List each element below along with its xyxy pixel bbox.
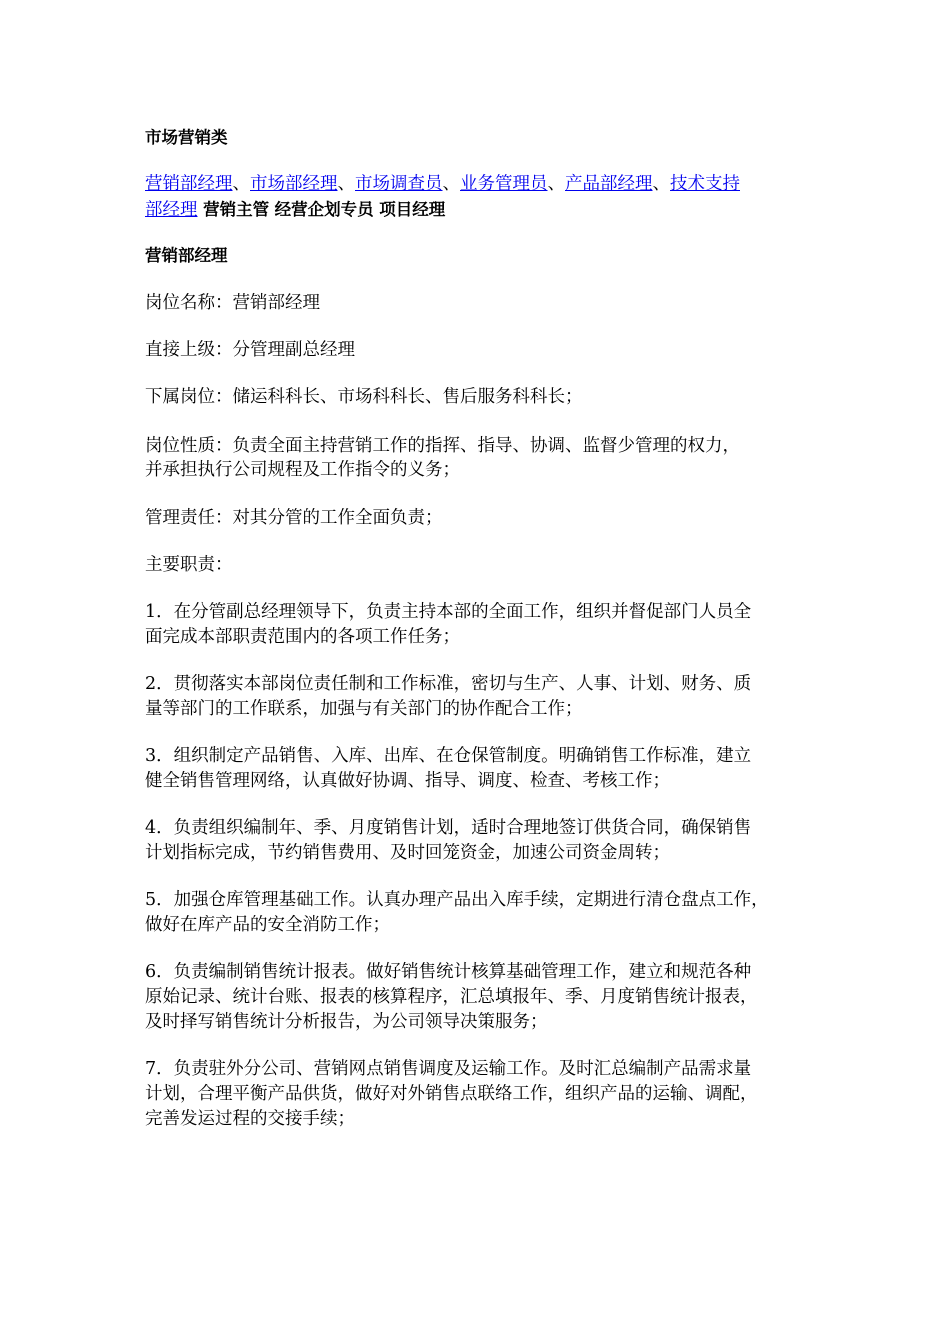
duty-6-line-2: 原始记录、统计台账、报表的核算程序，汇总填报年、季、月度销售统计报表， <box>145 987 758 1007</box>
position-name: 岗位名称：营销部经理 <box>145 293 320 313</box>
link-sales-manager[interactable]: 营销部经理 <box>145 174 233 194</box>
duty-6-line-1: 6．负责编制销售统计报表。做好销售统计核算基础管理工作，建立和规范各种 <box>145 962 752 982</box>
link-marketing-manager[interactable]: 市场部经理 <box>250 174 338 194</box>
link-business-administrator[interactable]: 业务管理员 <box>460 174 548 194</box>
direct-superior: 直接上级：分管理副总经理 <box>145 340 355 360</box>
link-separator: 、 <box>652 174 670 194</box>
duty-3-line-2: 健全销售管理网络，认真做好协调、指导、调度、检查、考核工作； <box>145 771 670 791</box>
link-tech-support-manager-part2[interactable]: 部经理 <box>145 200 198 220</box>
duty-4-line-1: 4．负责组织编制年、季、月度销售计划，适时合理地签订供货合同，确保销售 <box>145 818 752 838</box>
duty-2-line-2: 量等部门的工作联系，加强与有关部门的协作配合工作； <box>145 699 583 719</box>
duty-7-line-1: 7．负责驻外分公司、营销网点销售调度及运输工作。及时汇总编制产品需求量 <box>145 1059 752 1079</box>
management-responsibility: 管理责任：对其分管的工作全面负责； <box>145 508 443 528</box>
job-links-line-2 <box>145 198 445 222</box>
duties-heading: 主要职责： <box>145 555 233 575</box>
duty-6-line-3: 及时择写销售统计分析报告，为公司领导决策服务； <box>145 1012 548 1032</box>
job-links-line-1 <box>145 172 740 196</box>
project-manager-label: 项目经理 <box>379 200 446 219</box>
section-title: 市场营销类 <box>145 128 228 147</box>
link-separator: 、 <box>547 174 565 194</box>
link-tech-support-manager-part1[interactable]: 技术支持 <box>670 174 740 194</box>
duty-5-line-2: 做好在库产品的安全消防工作； <box>145 915 390 935</box>
duty-5-line-1: 5．加强仓库管理基础工作。认真办理产品出入库手续，定期进行清仓盘点工作， <box>145 890 769 910</box>
job-heading: 营销部经理 <box>145 246 228 265</box>
link-separator: 、 <box>232 174 250 194</box>
duty-7-line-2: 计划，合理平衡产品供货，做好对外销售点联络工作，组织产品的运输、调配， <box>145 1084 758 1104</box>
duty-1-line-1: 1．在分管副总经理领导下，负责主持本部的全面工作，组织并督促部门人员全 <box>145 602 752 622</box>
subordinate-positions: 下属岗位：储运科科长、市场科科长、售后服务科科长； <box>145 387 583 407</box>
business-planner-label: 经营企划专员 <box>274 200 374 219</box>
position-nature-line-2: 并承担执行公司规程及工作指令的义务； <box>145 460 460 480</box>
duty-3-line-1: 3．组织制定产品销售、入库、出库、在仓保管制度。明确销售工作标准，建立 <box>145 746 752 766</box>
sales-supervisor-label: 营销主管 <box>203 200 270 219</box>
link-market-researcher[interactable]: 市场调查员 <box>355 174 443 194</box>
link-product-manager[interactable]: 产品部经理 <box>565 174 653 194</box>
duty-2-line-1: 2．贯彻落实本部岗位责任制和工作标准，密切与生产、人事、计划、财务、质 <box>145 674 752 694</box>
duty-1-line-2: 面完成本部职责范围内的各项工作任务； <box>145 627 460 647</box>
position-nature-line-1: 岗位性质：负责全面主持营销工作的指挥、指导、协调、监督少管理的权力， <box>145 436 740 456</box>
duty-4-line-2: 计划指标完成，节约销售费用、及时回笼资金，加速公司资金周转； <box>145 843 670 863</box>
duty-7-line-3: 完善发运过程的交接手续； <box>145 1109 355 1129</box>
link-separator: 、 <box>442 174 460 194</box>
link-separator: 、 <box>337 174 355 194</box>
